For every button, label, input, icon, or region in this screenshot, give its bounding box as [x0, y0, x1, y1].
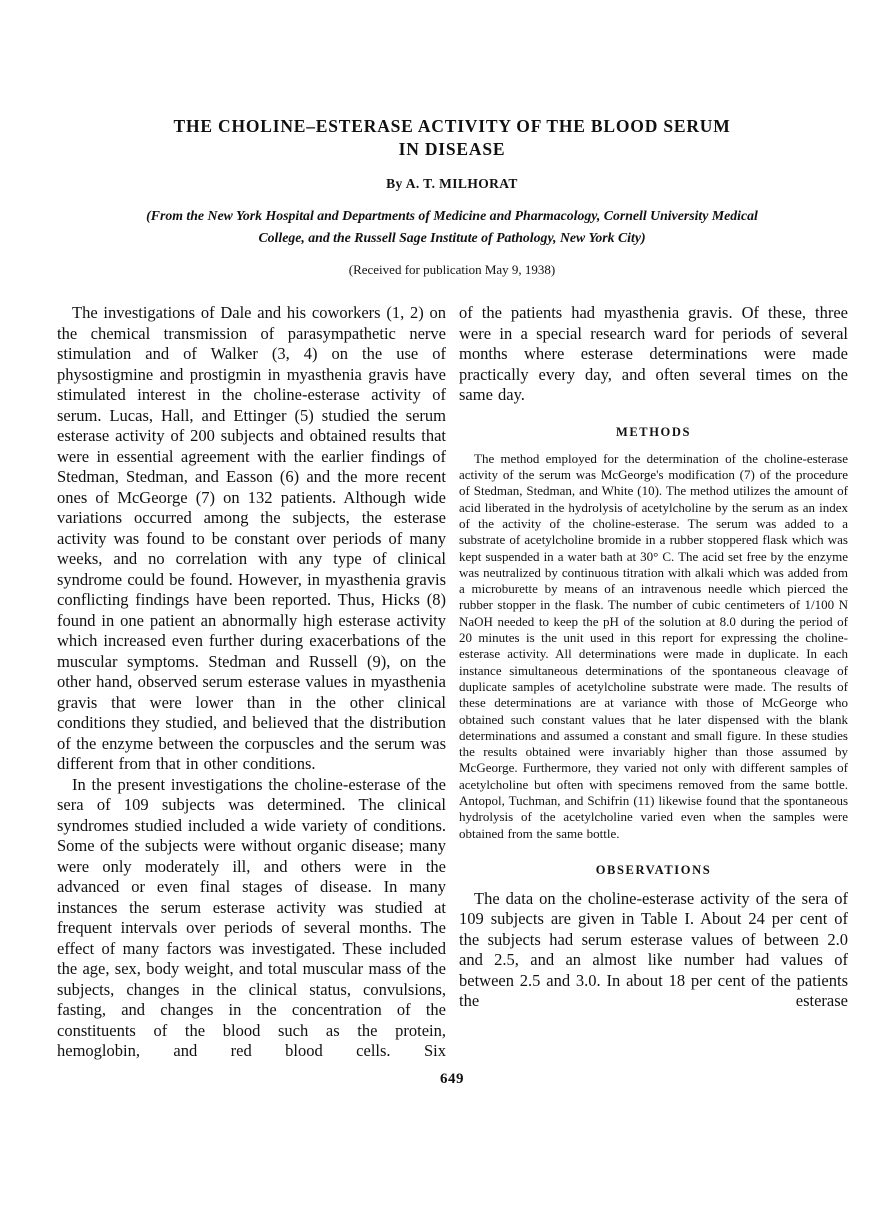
received-date: (Received for publication May 9, 1938)	[348, 262, 556, 278]
continuation-paragraph: of the patients had myasthenia gravis. Of these, three were in a special research ward for periods of several months where esterase determinations were made practically every day, and often several times on the same day.	[459, 303, 848, 405]
right-column	[459, 303, 848, 1062]
methods-heading: METHODS	[615, 424, 692, 439]
left-column	[57, 303, 446, 1062]
methods-paragraph: The method employed for the determination of the choline-esterase activity of the serum was McGeorge's modification (7) of the procedure of Stedman, Stedman, and White (10). The method utilizes the amount of acid liberated in the hydrolysis of acetylcholine by the serum as an index of the activity of the choline-esterase. The serum was added to a substrate of acetylcholine bromide in a rubber stoppered flask which was kept suspended in a water bath at 30° C. The acid set free by the enzyme was neutralized by continuous titration with alkali which was added from a microburette by means of an intravenous needle which pierced the rubber stopper in the flask. The number of cubic centimeters of 1/100 N NaOH needed to keep the pH of the solution at 8.0 during the period of 20 minutes is the unit used in this report for expressing the choline-esterase activity. All determinations were made in duplicate. In each instance simultaneous determinations of the spontaneous cleavage of duplicate samples of acetylcholine substrate were made. The results of these determinations are at variance with those of McGeorge who obtained such constant values that he later dispensed with the blank determinations and assumed a constant and small figure. In these studies the results obtained were invariably higher than those assumed by McGeorge. Furthermore, they varied not only with different samples of acetylcholine but often with specimens removed from the same bottle. Antopol, Tuchman, and Schifrin (11) likewise found that the spontaneous hydrolysis of the acetylcholine varied even when the samples were obtained from the same bottle.	[459, 450, 848, 841]
article-title	[142, 115, 762, 161]
page-number: 649	[440, 1070, 464, 1087]
intro-paragraph-2: In the present investigations the choline-esterase of the sera of 109 subjects was determined. The clinical syndromes studied included a wide variety of conditions. Some of the subjects were without organic disease; many were only moderately ill, and others were in the advanced or even final stages of disease. In many instances the serum esterase activity was studied at frequent intervals over periods of several months. The effect of many factors was investigated. These included the age, sex, body weight, and total muscular mass of the subjects, changes in the clinical status, convulsions, fasting, and changes in the concentration of the constituents of the blood such as the protein, hemoglobin, and red blood cells. Six	[57, 774, 446, 1061]
affiliation: (From the New York Hospital and Departments of Medicine and Pharmacology, Cornell University Medical College, and the Russell Sage Institute of Pathology, New York City)	[146, 208, 758, 246]
observations-paragraph: The data on the choline-esterase activity of the sera of 109 subjects are given in Table I. About 24 per cent of the subjects had serum esterase values of between 2.0 and 2.5, and an almost like number had values of between 2.5 and 3.0. In about 18 per cent of the patients the esterase	[459, 888, 848, 1011]
observations-heading: OBSERVATIONS	[595, 862, 712, 877]
article-header	[57, 115, 847, 278]
two-column-body	[57, 303, 847, 1062]
article-title-line2: IN DISEASE	[398, 139, 506, 160]
byline: By A. T. MILHORAT	[386, 176, 518, 192]
intro-paragraph-1: The investigations of Dale and his coworkers (1, 2) on the chemical transmission of parasympathetic nerve stimulation and of Walker (3, 4) on the use of physostigmine and prostigmin in myasthenia gravis have stimulated interest in the choline-esterase activity of serum. Lucas, Hall, and Ettinger (5) studied the serum esterase activity of 200 subjects and obtained results that were in essential agreement with the earlier findings of Stedman, Stedman, and Easson (6) and the more recent ones of McGeorge (7) on 132 patients. Although wide variations occurred among the subjects, the esterase activity was found to be constant over periods of many weeks, and no correlation with any type of clinical syndrome could be found. However, in myasthenia gravis conflicting findings have been reported. Thus, Hicks (8) found in one patient an abnormally high esterase activity which increased even further during exacerbations of the muscular symptoms. Stedman and Russell (9), on the other hand, observed serum esterase values in myasthenia gravis that were lower than in the other clinical conditions they studied, and believed that the distribution of the enzyme between the corpuscles and the serum was different from that in other conditions.	[57, 303, 446, 774]
article-title-line1: THE CHOLINE–ESTERASE ACTIVITY OF THE BLOOD SERUM	[173, 116, 731, 136]
